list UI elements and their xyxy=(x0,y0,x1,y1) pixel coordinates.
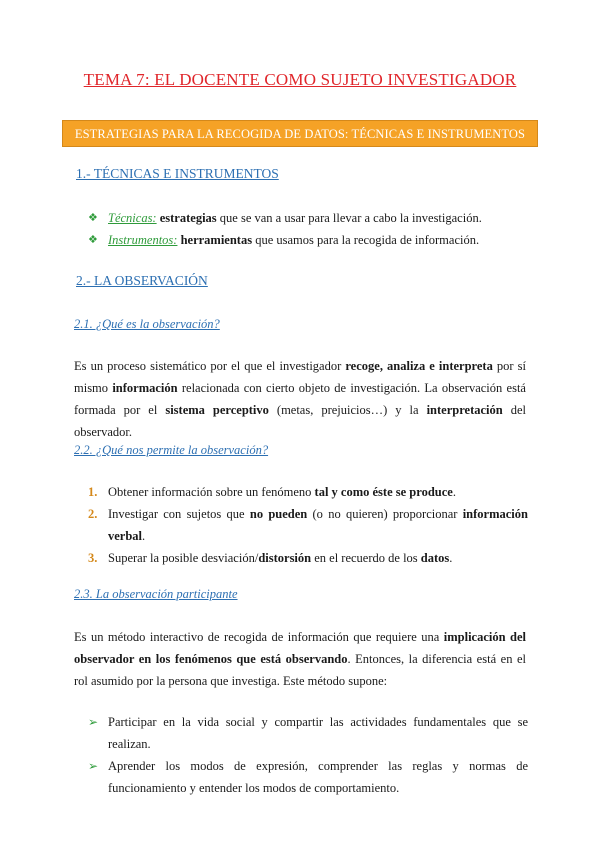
term-description: que se van a usar para llevar a cabo la investigación. xyxy=(216,211,482,225)
bold-run: distorsión xyxy=(258,551,312,565)
bold-run: no pueden xyxy=(249,507,308,521)
text-run: (metas, prejuicios…) y la xyxy=(268,403,427,417)
text-run: por sí mismo xyxy=(74,359,527,395)
text-run: Aprender los modos de expresión, comprender las reglas y normas de funcionamiento y entender los modos de comportamiento. xyxy=(108,759,528,795)
bold-run: información xyxy=(112,381,178,395)
list-item xyxy=(88,547,528,569)
text-run: relacionada con cierto objeto de investigación. La observación está formada por el xyxy=(74,381,526,417)
diamond-bullet-icon: ❖ xyxy=(88,233,98,246)
bold-run: recoge, analiza e interpreta xyxy=(345,359,493,373)
text-run: (o no quieren) proporcionar xyxy=(307,507,463,521)
item-number: 2. xyxy=(88,507,98,521)
document-title: TEMA 7: EL DOCENTE COMO SUJETO INVESTIGADOR xyxy=(83,70,517,89)
section-2-heading: 2.- LA OBSERVACIÓN xyxy=(76,273,208,288)
text-run: . xyxy=(452,485,456,499)
term-keyword: herramientas xyxy=(180,233,253,247)
subsection-2-3-heading: 2.3. La observación participante xyxy=(74,587,238,601)
bold-run: información verbal xyxy=(108,507,528,543)
text-run: del observador. xyxy=(74,403,526,439)
list-item xyxy=(88,481,528,503)
participant-observation-paragraph xyxy=(74,626,526,692)
section-1-heading: 1.- TÉCNICAS E INSTRUMENTOS xyxy=(76,166,279,181)
text-run: . xyxy=(449,551,453,565)
arrow-bullet-icon: ➢ xyxy=(88,715,99,729)
text-run: Superar la posible desviación/ xyxy=(108,551,259,565)
text-run: Investigar con sujetos que xyxy=(108,507,250,521)
term-description: que usamos para la recogida de información. xyxy=(252,233,480,247)
subsection-2-1-heading: 2.1. ¿Qué es la observación? xyxy=(74,317,220,331)
observation-benefits-list xyxy=(88,481,528,569)
list-item xyxy=(88,755,528,799)
participant-method-list xyxy=(88,711,528,799)
list-item xyxy=(88,503,528,547)
text-run: . Entonces, la diferencia está en el rol asumido por la persona que investiga. Este método supone: xyxy=(74,652,526,688)
bold-run: implicación del observador en los fenómenos que está observando xyxy=(74,630,527,666)
term-label: Técnicas: xyxy=(108,211,157,225)
text-run: Obtener información sobre un fenómeno xyxy=(108,485,315,499)
text-run: Es un proceso sistemático por el que el investigador xyxy=(74,359,346,373)
item-number: 1. xyxy=(88,485,98,499)
text-run: Es un método interactivo de recogida de información que requiere una xyxy=(74,630,444,644)
bold-run: tal y como éste se produce xyxy=(314,485,453,499)
techniques-list xyxy=(88,207,528,251)
arrow-bullet-icon: ➢ xyxy=(88,759,99,773)
bold-run: sistema perceptivo xyxy=(165,403,269,417)
diamond-bullet-icon: ❖ xyxy=(88,211,98,224)
bold-run: datos xyxy=(420,551,450,565)
term-label: Instrumentos: xyxy=(108,233,178,247)
item-number: 3. xyxy=(88,551,98,565)
text-run: en el recuerdo de los xyxy=(311,551,421,565)
text-run: Participar en la vida social y compartir las actividades fundamentales que se realizan. xyxy=(108,715,528,751)
bold-run: interpretación xyxy=(426,403,503,417)
text-run: . xyxy=(142,529,146,543)
list-item xyxy=(88,229,528,251)
list-item xyxy=(88,207,528,229)
subsection-2-2-heading: 2.2. ¿Qué nos permite la observación? xyxy=(74,443,269,457)
term-keyword: estrategias xyxy=(159,211,217,225)
list-item xyxy=(88,711,528,755)
section-banner: ESTRATEGIAS PARA LA RECOGIDA DE DATOS: TÉCNICAS E INSTRUMENTOS xyxy=(62,120,538,147)
observation-definition-paragraph xyxy=(74,355,526,443)
